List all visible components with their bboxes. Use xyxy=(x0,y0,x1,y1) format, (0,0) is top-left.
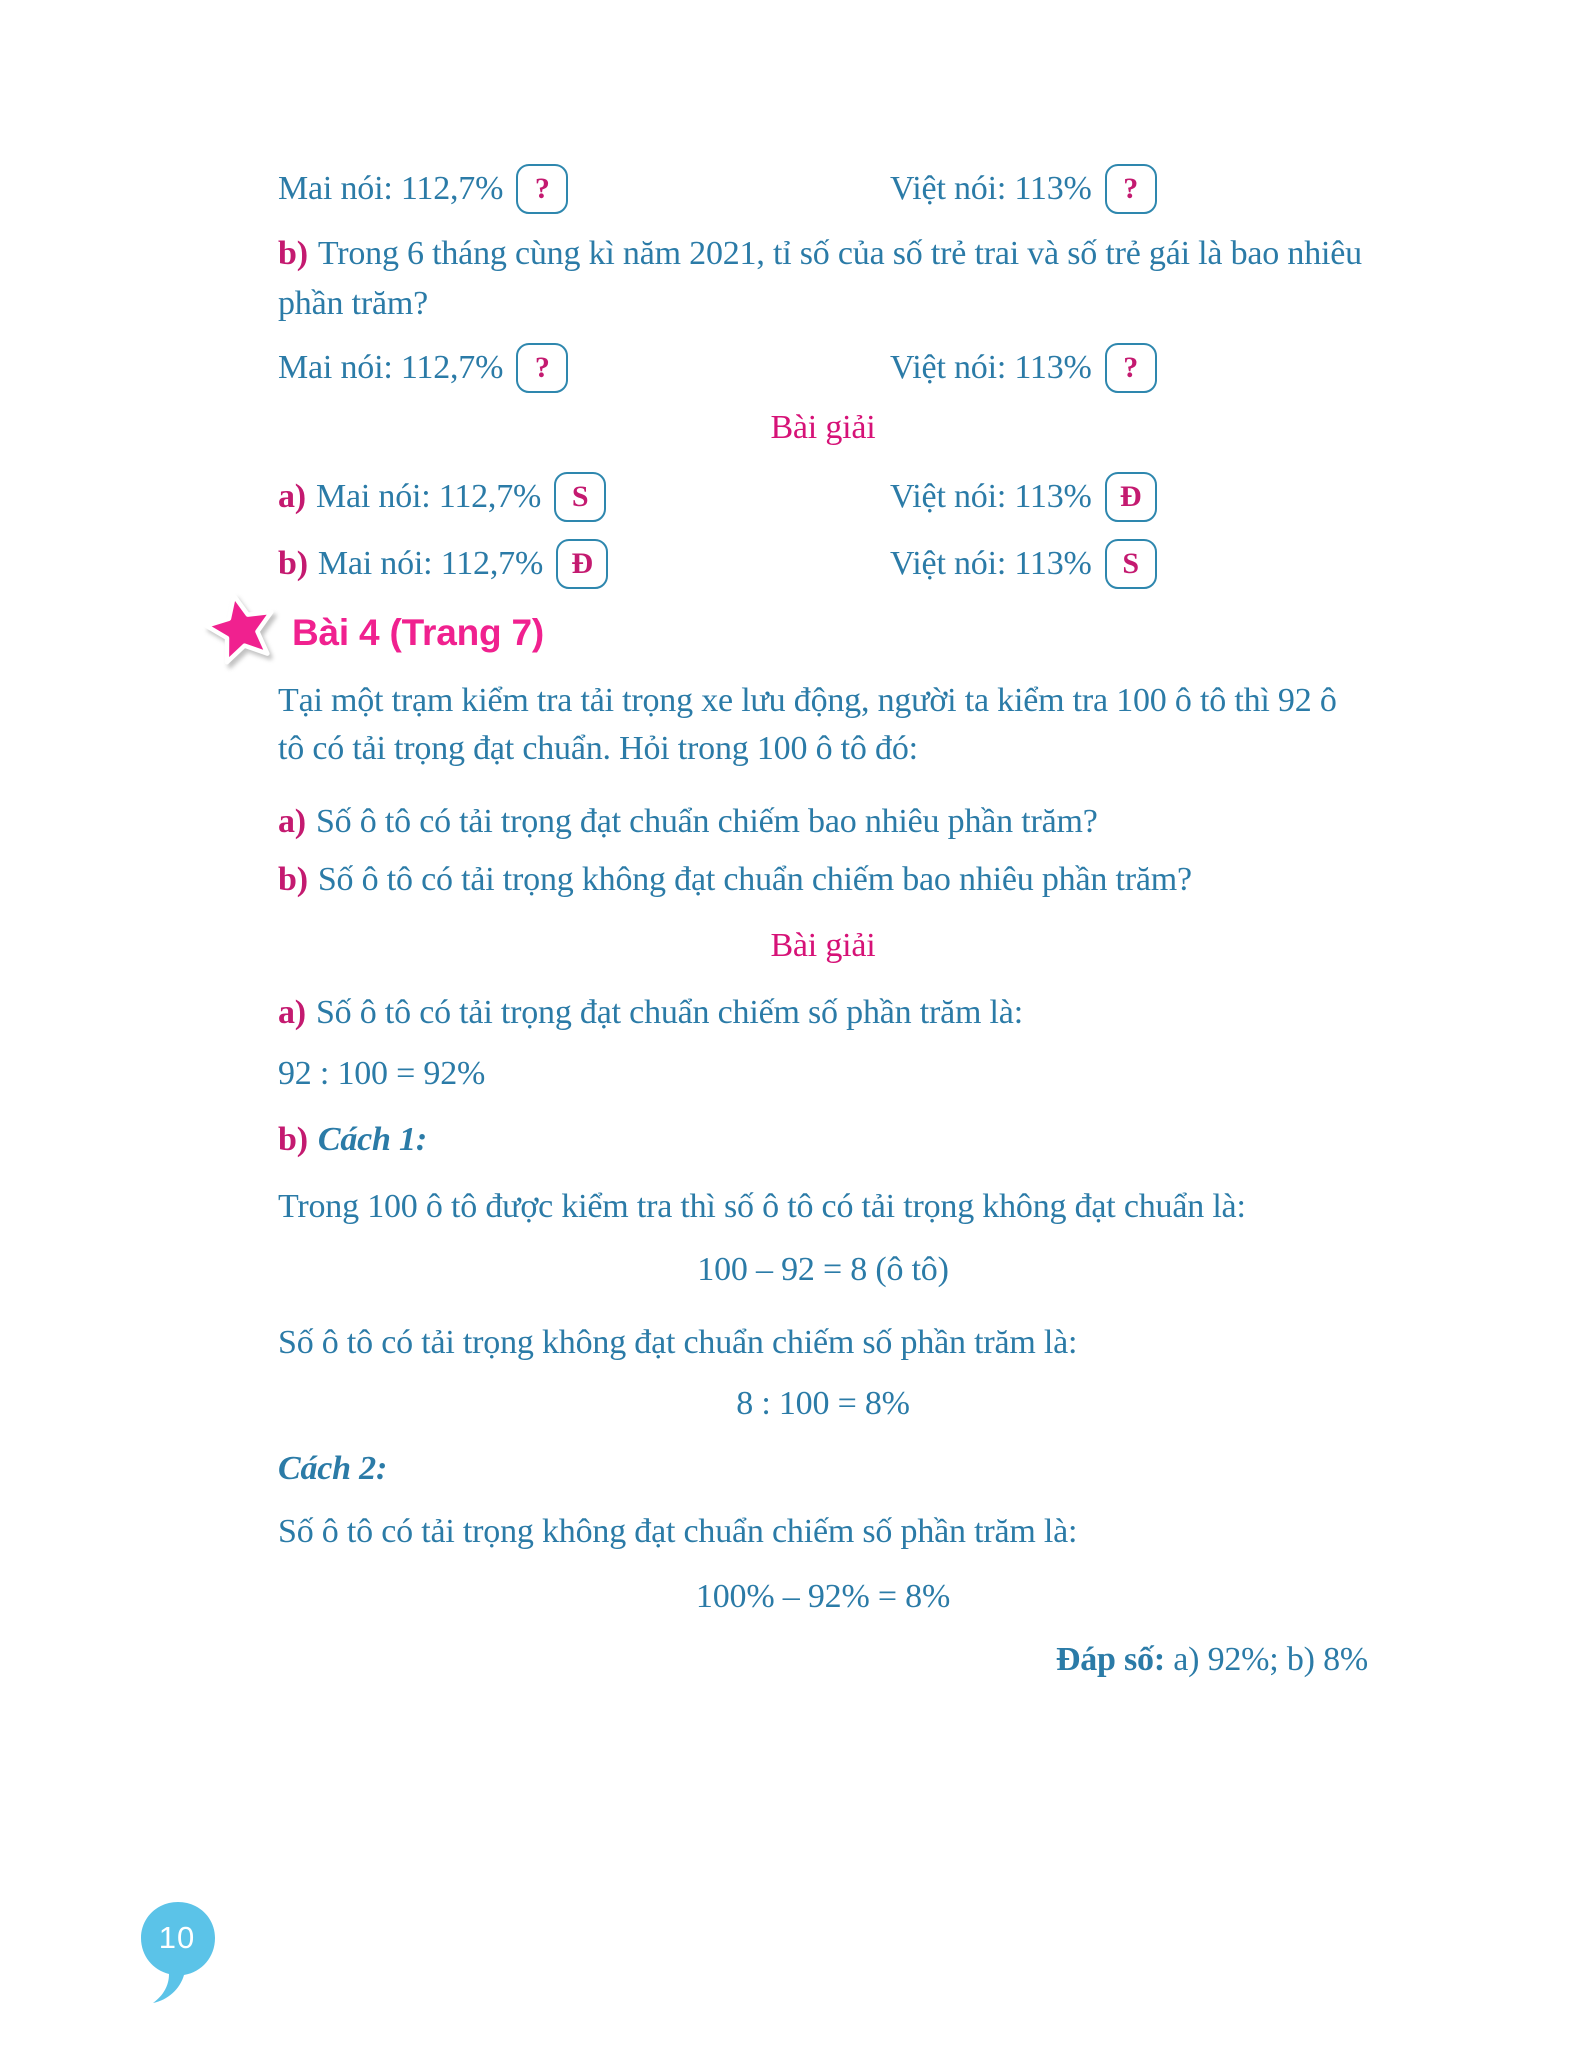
answer-box-question: ? xyxy=(516,164,568,214)
method-2-line: Số ô tô có tải trọng không đạt chuẩn chiếm số phần trăm là: xyxy=(278,1513,1078,1550)
mai-label: Mai nói: 112,7% xyxy=(278,170,504,207)
solution-heading-1: Bài giải xyxy=(770,409,876,446)
answer-box-result: Đ xyxy=(1105,472,1157,522)
answer-box-question: ? xyxy=(1105,343,1157,393)
equation-2: 100 – 92 = 8 (ô tô) xyxy=(697,1251,949,1288)
mai-label: Mai nói: 112,7% xyxy=(315,478,542,515)
question-a xyxy=(278,798,1098,846)
equation-4: 100% – 92% = 8% xyxy=(695,1578,951,1615)
answer-box-result: Đ xyxy=(556,539,608,589)
part-b-question-line-1 xyxy=(278,230,1362,278)
answer-box-question: ? xyxy=(1105,164,1157,214)
star-icon xyxy=(204,592,278,666)
intro-line-1: Tại một trạm kiểm tra tải trọng xe lưu động, người ta kiểm tra 100 ô tô thì 92 ô xyxy=(278,682,1337,719)
answer-box-result: S xyxy=(1105,539,1157,589)
answer-box-question: ? xyxy=(516,343,568,393)
answer-a-marker: a) xyxy=(278,478,306,515)
solution-heading-2: Bài giải xyxy=(770,927,876,964)
method-1-line-2: Số ô tô có tải trọng không đạt chuẩn chiếm số phần trăm là: xyxy=(278,1324,1078,1361)
part-b-marker: b) xyxy=(278,235,308,272)
viet-label: Việt nói: 113% xyxy=(890,545,1092,582)
solution-a-marker: a) xyxy=(278,994,306,1031)
mai-statement xyxy=(278,160,568,218)
equation-1: 92 : 100 = 92% xyxy=(278,1055,486,1092)
mai-label: Mai nói: 112,7% xyxy=(317,545,544,582)
method-1-line-1: Trong 100 ô tô được kiểm tra thì số ô tô có tải trọng không đạt chuẩn là: xyxy=(278,1188,1246,1225)
viet-statement xyxy=(890,339,1157,397)
question-b-marker: b) xyxy=(278,861,308,898)
method-1-label: Cách 1: xyxy=(317,1121,427,1158)
final-answer-label: Đáp số: xyxy=(1055,1641,1165,1678)
mai-label: Mai nói: 112,7% xyxy=(278,349,504,386)
answer-b-marker: b) xyxy=(278,545,308,582)
final-answer-line xyxy=(278,1636,1368,1684)
question-a-marker: a) xyxy=(278,803,306,840)
question-row-2 xyxy=(0,339,1583,397)
method-1-heading xyxy=(278,1116,427,1164)
answer-box-result: S xyxy=(554,472,606,522)
mai-answer xyxy=(278,535,608,593)
question-a-text: Số ô tô có tải trọng đạt chuẩn chiếm bao nhiêu phần trăm? xyxy=(315,803,1098,840)
viet-label: Việt nói: 113% xyxy=(890,478,1092,515)
equation-3: 8 : 100 = 8% xyxy=(736,1385,910,1422)
viet-statement xyxy=(890,160,1157,218)
part-b-text: Trong 6 tháng cùng kì năm 2021, tỉ số của số trẻ trai và số trẻ gái là bao nhiêu xyxy=(317,235,1362,272)
question-row-1 xyxy=(0,160,1583,218)
mai-statement xyxy=(278,339,568,397)
solution-a-text: Số ô tô có tải trọng đạt chuẩn chiếm số phần trăm là: xyxy=(315,994,1023,1031)
viet-answer xyxy=(890,535,1157,593)
question-b-text: Số ô tô có tải trọng không đạt chuẩn chiếm bao nhiêu phần trăm? xyxy=(317,861,1192,898)
viet-label: Việt nói: 113% xyxy=(890,349,1092,386)
solution-a-line xyxy=(278,989,1023,1037)
method-2-label: Cách 2: xyxy=(278,1450,388,1487)
viet-label: Việt nói: 113% xyxy=(890,170,1092,207)
question-b xyxy=(278,856,1192,904)
exercise-title: Bài 4 (Trang 7) xyxy=(292,612,544,653)
part-b-question-line-2: phần trăm? xyxy=(278,285,428,322)
intro-line-2: tô có tải trọng đạt chuẩn. Hỏi trong 100 ô tô đó: xyxy=(278,730,918,767)
solution-b-marker: b) xyxy=(278,1121,308,1158)
answer-row-b xyxy=(0,535,1583,593)
viet-answer xyxy=(890,468,1157,526)
final-answer-text: a) 92%; b) 8% xyxy=(1164,1641,1368,1678)
page-number: 10 xyxy=(158,1920,196,1955)
page-number-bubble xyxy=(138,1900,218,2006)
answer-row-a xyxy=(0,468,1583,526)
mai-answer xyxy=(278,468,606,526)
